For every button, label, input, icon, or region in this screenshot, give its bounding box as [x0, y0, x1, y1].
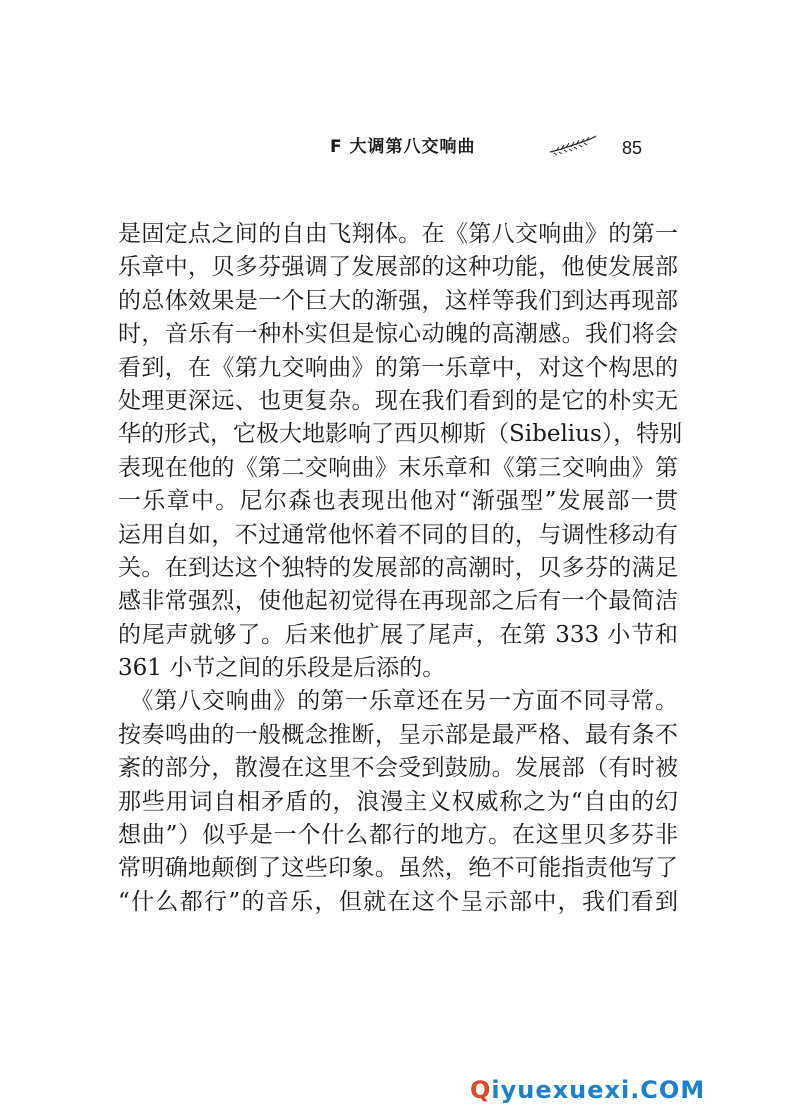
text-line: 常明确地颠倒了这些印象。虽然，绝不可能指责他写了 — [118, 855, 678, 882]
text-line: 表现在他的《第二交响曲》末乐章和《第三交响曲》第 — [118, 454, 678, 481]
text-line: 处理更深远、也更复杂。现在我们看到的是它的朴实无 — [118, 387, 678, 414]
text-line: 按奏鸣曲的一般概念推断，呈示部是最严格、最有条不 — [118, 721, 678, 748]
text-line: 一乐章中。尼尔森也表现出他对“渐强型”发展部一贯 — [118, 488, 678, 515]
feather-flourish-icon — [548, 134, 598, 156]
text-line: 华的形式，它极大地影响了西贝柳斯（Sibelius），特别 — [118, 421, 683, 448]
body-text — [118, 218, 683, 919]
text-line: 那些用词自相矛盾的，浪漫主义权威称之为“自由的幻 — [118, 788, 678, 815]
text-line: “什么都行”的音乐，但就在这个呈示部中，我们看到 — [118, 888, 678, 915]
text-line: 运用自如，不过通常他怀着不同的目的，与调性移动有 — [118, 521, 678, 548]
watermark-rest: iyuexuexi.COM — [491, 1076, 706, 1104]
text-line: 关。在到达这个独特的发展部的高潮时，贝多芬的满足 — [118, 554, 678, 581]
site-watermark — [470, 1076, 705, 1104]
running-head — [330, 128, 650, 164]
text-line: 看到，在《第九交响曲》的第一乐章中，对这个构思的 — [118, 354, 678, 381]
watermark-q: Q — [470, 1076, 492, 1104]
text-line: 感非常强烈，使他起初觉得在再现部之后有一个最简洁 — [118, 588, 678, 615]
text-line: 想曲”）似乎是一个什么都行的地方。在这里贝多芬非 — [118, 822, 678, 849]
text-line: 乐章中，贝多芬强调了发展部的这种功能，他使发展部 — [118, 254, 678, 281]
page-number: 85 — [622, 138, 643, 158]
text-line: 是固定点之间的自由飞翔体。在《第八交响曲》的第一 — [118, 221, 678, 247]
text-line: 的尾声就够了。后来他扩展了尾声，在第 333 小节和 — [118, 621, 678, 648]
text-line: 时，音乐有一种朴实但是惊心动魄的高潮感。我们将会 — [118, 321, 678, 348]
running-title: F 大调第八交响曲 — [330, 137, 476, 157]
text-line: 《第八交响曲》的第一乐章还在另一方面不同寻常。 — [118, 688, 678, 715]
text-line: 361 小节之间的乐段是后添的。 — [118, 655, 446, 682]
text-line: 紊的部分，散漫在这里不会受到鼓励。发展部（有时被 — [118, 755, 678, 782]
text-line: 的总体效果是一个巨大的渐强，这样等我们到达再现部 — [118, 287, 678, 314]
